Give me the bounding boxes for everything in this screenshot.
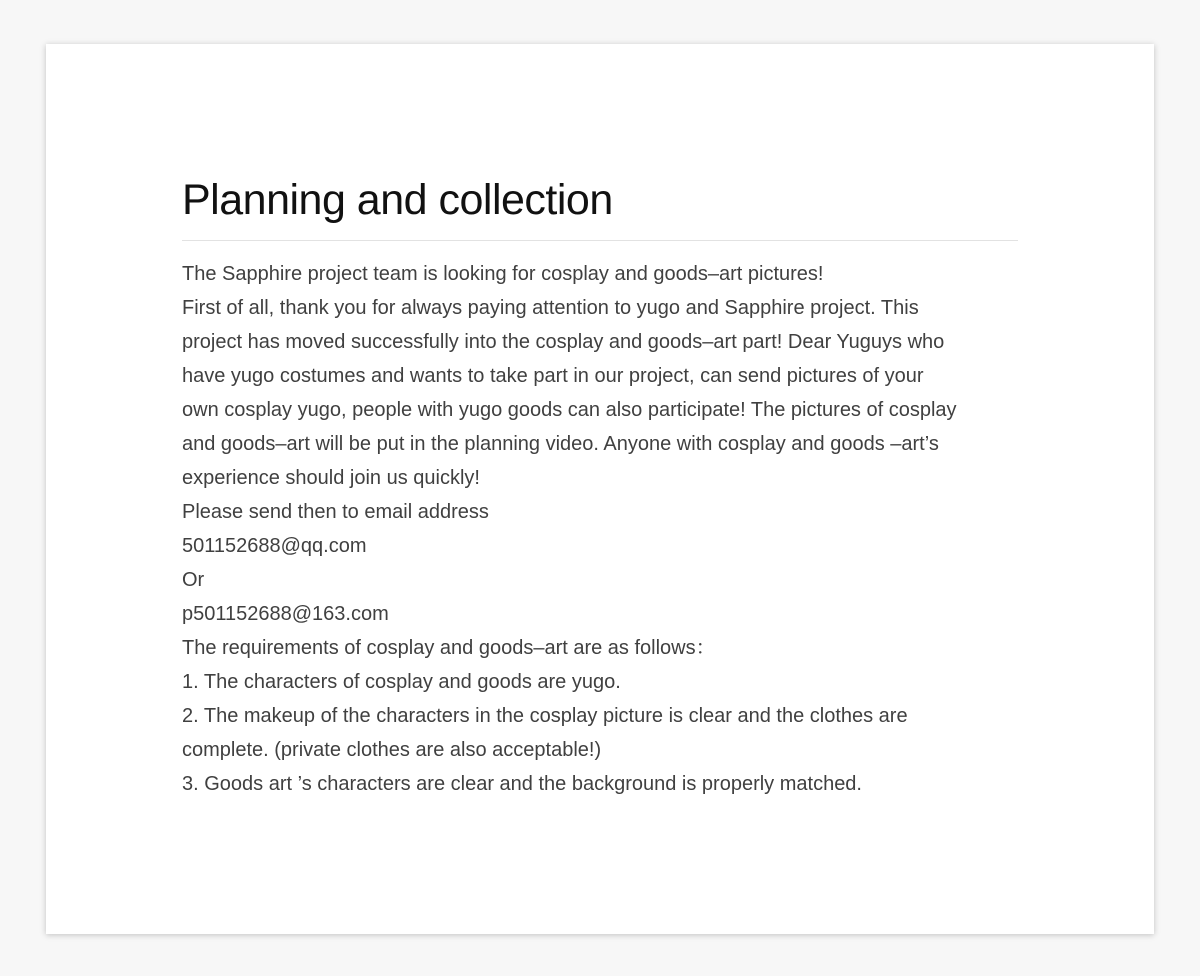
paragraph-line: have yugo costumes and wants to take part in our project, can send pictures of your	[182, 365, 924, 387]
requirements-heading: The requirements of cosplay and goods–art are as follows：	[182, 637, 716, 659]
requirement-item: 2. The makeup of the characters in the cosplay picture is clear and the clothes are	[182, 705, 908, 727]
paragraph-line: own cosplay yugo, people with yugo goods can also participate! The pictures of cosplay	[182, 399, 957, 421]
email-instruction: Please send then to email address	[182, 501, 489, 523]
requirement-item-continued: complete. (private clothes are also acceptable!)	[182, 739, 602, 761]
article	[182, 174, 1018, 801]
article-body	[182, 257, 1018, 801]
requirement-item: 1. The characters of cosplay and goods are yugo.	[182, 671, 621, 693]
document-page	[46, 44, 1154, 934]
page-title: Planning and collection	[182, 174, 1018, 241]
or-text: Or	[182, 569, 205, 591]
requirement-item: 3. Goods art ’s characters are clear and the background is properly matched.	[182, 773, 862, 795]
paragraph-line: project has moved successfully into the cosplay and goods–art part! Dear Yuguys who	[182, 331, 945, 353]
email-address-qq: 501152688@qq.com	[182, 535, 367, 557]
paragraph-line: First of all, thank you for always paying attention to yugo and Sapphire project. This	[182, 297, 919, 319]
paragraph-line: experience should join us quickly!	[182, 467, 480, 489]
email-address-163: p501152688@163.com	[182, 603, 389, 625]
paragraph-line: and goods–art will be put in the planning video. Anyone with cosplay and goods –art’s	[182, 433, 939, 455]
intro-line: The Sapphire project team is looking for cosplay and goods–art pictures!	[182, 263, 824, 285]
